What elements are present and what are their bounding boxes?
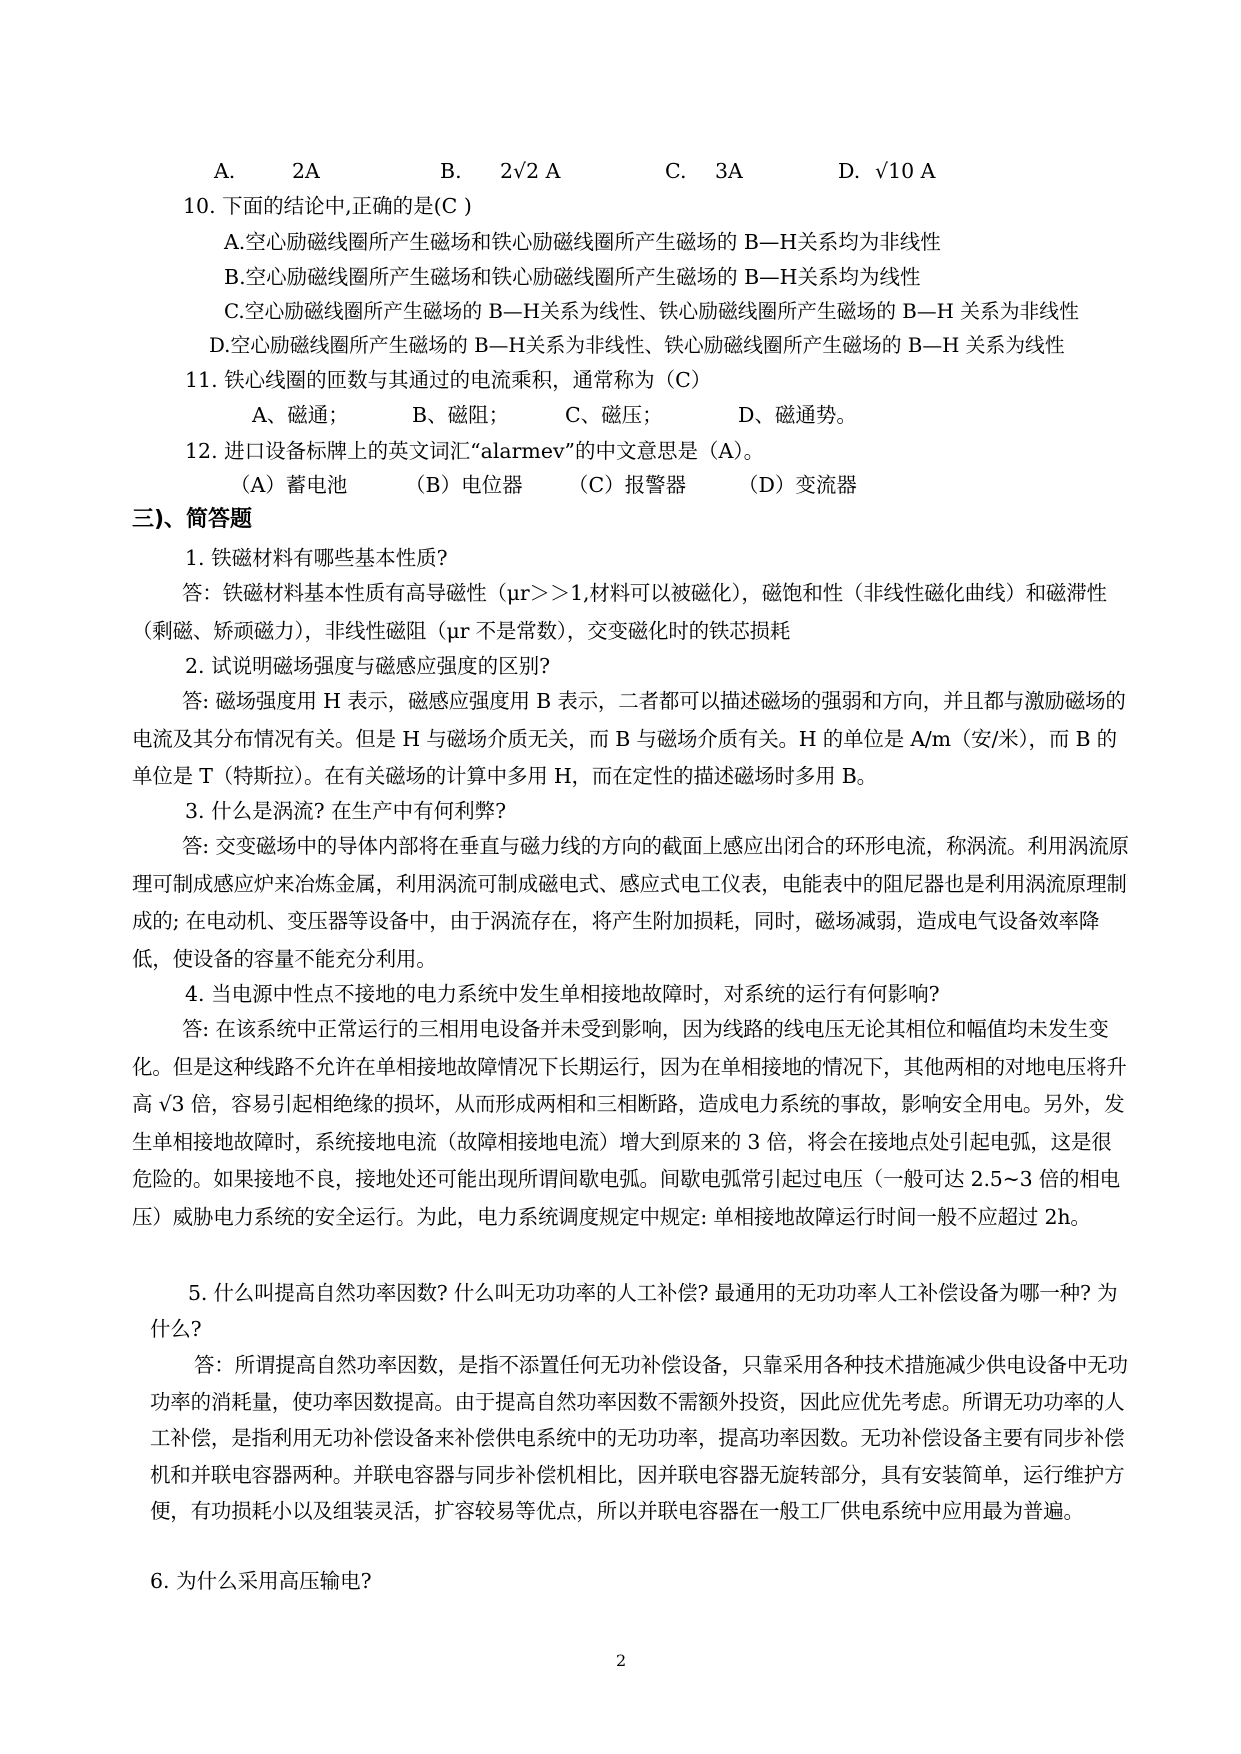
q10-option-a: A.空心励磁线圈所产生磁场和铁心励磁线圈所产生磁场的 B—H关系均为非线性 — [224, 230, 941, 254]
short-answer-6-question: 6. 为什么采用高压输电? — [150, 1569, 372, 1593]
q9-option-b-value: 2√2 A — [500, 159, 561, 183]
short-answer-3-question: 3. 什么是涡流? 在生产中有何利弊? — [185, 799, 507, 823]
q10-option-d: D.空心励磁线圈所产生磁场的 B—H关系为非线性、铁心励磁线圈所产生磁场的 B—H 关系为线性 — [209, 334, 1065, 357]
q12-option-b: （B）电位器 — [405, 473, 523, 497]
q12-option-c: （C）报警器 — [568, 473, 687, 497]
short-answer-3-answer: 答: 交变磁场中的导体内部将在垂直与磁力线的方向的截面上感应出闭合的环形电流，称涡流。利用涡流原理可制成感应炉来冶炼金属，利用涡流可制成磁电式、感应式电工仪表，电能表中的阻尼器也是利用涡流原理制成的; 在电动机、变压器等设备中，由于涡流存在，将产生附加损耗，同时，磁场减弱，造成电气设备效率降低，使设备的容量不能充分利用。 — [132, 834, 1129, 971]
q12-option-d: （D）变流器 — [738, 473, 857, 497]
q11-option-c: C、磁压； — [565, 403, 663, 427]
q12-stem: 12. 进口设备标牌上的英文词汇“alarmev”的中文意思是（A）。 — [185, 439, 765, 463]
short-answer-1-answer: 答：铁磁材料基本性质有高导磁性（μr＞＞1,材料可以被磁化），磁饱和性（非线性磁化曲线）和磁滞性（剩磁、矫顽磁力），非线性磁阻（μr 不是常数），交变磁化时的铁芯损耗 — [132, 581, 1107, 643]
q9-option-a-label: A. — [214, 159, 236, 183]
q10-option-b: B.空心励磁线圈所产生磁场和铁心励磁线圈所产生磁场的 B—H关系均为线性 — [224, 265, 921, 289]
q11-stem: 11. 铁心线圈的匝数与其通过的电流乘积，通常称为（C） — [185, 368, 712, 392]
short-answer-5-question: 5. 什么叫提高自然功率因数? 什么叫无功功率的人工补偿? 最通用的无功功率人工补偿设备为哪一种? 为什么? — [150, 1281, 1118, 1341]
q9-option-b-label: B. — [440, 159, 462, 183]
short-answer-4-question: 4. 当电源中性点不接地的电力系统中发生单相接地故障时，对系统的运行有何影响? — [185, 982, 940, 1006]
q10-stem: 10. 下面的结论中,正确的是(C ) — [183, 194, 472, 218]
q11-option-a: A、磁通； — [252, 403, 349, 427]
q11-option-d: D、磁通势。 — [738, 403, 857, 427]
q9-option-c-label: C. — [665, 159, 687, 183]
short-answer-4-answer: 答: 在该系统中正常运行的三相用电设备并未受到影响，因为线路的线电压无论其相位和幅值均未发生变化。但是这种线路不允许在单相接地故障情况下长期运行，因为在单相接地的情况下，其他两相的对地电压将升高 √3 倍，容易引起相绝缘的损坏，从而形成两相和三相断路，造成电力系统的事故，影响安全用电。另外，发生单相接地故障时，系统接地电流（故障相接地电流）增大到原来的 3 倍，将会在接地点处引起电弧，这是很危险的。如果接地不良，接地处还可能出现所谓间歇电弧。间歇电弧常引起过电压（一般可达 2.5~3 倍的相电压）威胁电力系统的安全运行。为此，电力系统调度规定中规定: 单相接地故障运行时间一般不应超过 2h。 — [132, 1017, 1127, 1229]
section-heading-short-answer: 三)、简答题 — [132, 507, 253, 532]
q12-option-a: （A）蓄电池 — [230, 473, 348, 497]
q9-option-d-value: √10 A — [875, 159, 936, 183]
q9-option-d-label: D. — [838, 159, 861, 183]
short-answer-5-answer: 答：所谓提高自然功率因数，是指不添置任何无功补偿设备，只靠采用各种技术措施减少供电设备中无功功率的消耗量，使功率因数提高。由于提高自然功率因数不需额外投资，因此应优先考虑。所谓无功功率的人工补偿，是指利用无功补偿设备来补偿供电系统中的无功功率，提高功率因数。无功补偿设备主要有同步补偿机和并联电容器两种。并联电容器与同步补偿机相比，因并联电容器无旋转部分，具有安装简单，运行维护方便，有功损耗小以及组装灵活，扩容较易等优点，所以并联电容器在一般工厂供电系统中应用最为普遍。 — [150, 1353, 1128, 1523]
short-answer-2-question: 2. 试说明磁场强度与磁感应强度的区别? — [185, 654, 551, 678]
q9-option-a-value: 2A — [292, 159, 320, 183]
short-answer-1-question: 1. 铁磁材料有哪些基本性质? — [185, 546, 448, 570]
q9-option-c-value: 3A — [715, 159, 743, 183]
q11-option-b: B、磁阻； — [412, 403, 510, 427]
page-number: 2 — [616, 1651, 627, 1670]
q10-option-c: C.空心励磁线圈所产生磁场的 B—H关系为线性、铁心励磁线圈所产生磁场的 B—H 关系为非线性 — [224, 300, 1079, 323]
short-answer-2-answer: 答: 磁场强度用 H 表示，磁感应强度用 B 表示，二者都可以描述磁场的强弱和方向，并且都与激励磁场的电流及其分布情况有关。但是 H 与磁场介质无关，而 B 与磁场介质有关。H 的单位是 A/m（安/米），而 B 的单位是 T（特斯拉）。在有关磁场的计算中多用 H，而在定性的描述磁场时多用 B。 — [132, 689, 1126, 788]
